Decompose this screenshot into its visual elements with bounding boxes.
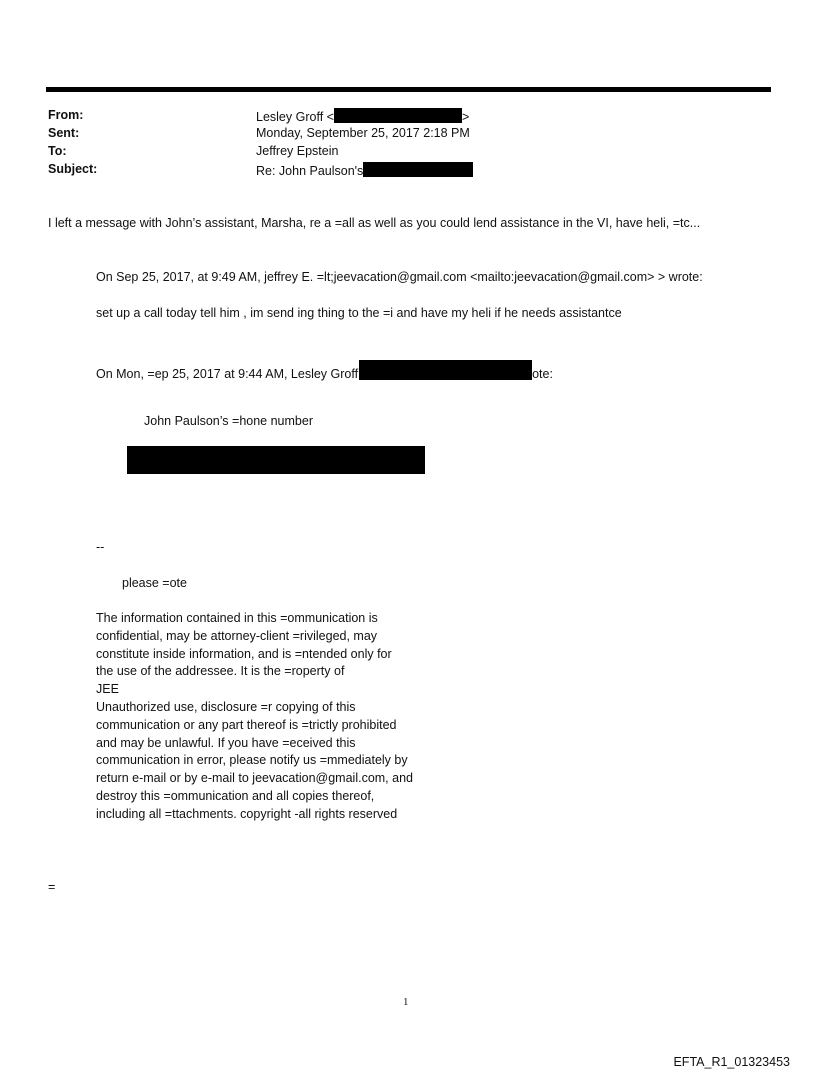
subject-value xyxy=(256,162,473,178)
disclaimer-line: return e-mail or by e-mail to jeevacation@gmail.com, and xyxy=(96,771,413,786)
please-note: please =ote xyxy=(122,576,187,590)
quote2-header xyxy=(96,360,553,381)
quote1-header: On Sep 25, 2017, at 9:49 AM, jeffrey E. =lt;jeevacation@gmail.com <mailto:jeevacation@gmail.com> > wrote: xyxy=(96,270,703,284)
disclaimer-line: communication or any part thereof is =trictly prohibited xyxy=(96,717,397,732)
header-divider xyxy=(46,87,771,92)
sent-label: Sent: xyxy=(48,126,80,140)
signature-dash: -- xyxy=(96,540,105,554)
quote2-header-end: ote: xyxy=(532,367,553,381)
redaction-box xyxy=(334,108,462,123)
disclaimer-line: communication in error, please notify us =mmediately by xyxy=(96,753,408,768)
disclaimer-line: The information contained in this =ommunication is xyxy=(96,611,378,625)
confidentiality-disclaimer xyxy=(96,610,456,824)
redaction-box xyxy=(127,446,425,474)
subject-label: Subject: xyxy=(48,162,98,176)
trailing-equals: = xyxy=(48,880,56,894)
disclaimer-line: Unauthorized use, disclosure =r copying of this xyxy=(96,699,356,714)
subject-value-text: Re: John Paulson's xyxy=(256,164,364,178)
message-body-line: I left a message with John’s assistant, Marsha, re a =all as well as you could lend assistance in the VI, have heli, =tc... xyxy=(48,216,701,230)
disclaimer-line: confidential, may be attorney-client =rivileged, may xyxy=(96,628,378,643)
disclaimer-line: the use of the addressee. It is the =roperty of xyxy=(96,664,345,679)
sent-value: Monday, September 25, 2017 2:18 PM xyxy=(256,126,470,140)
from-value-text: Lesley Groff < xyxy=(256,110,334,124)
to-label: To: xyxy=(48,144,67,158)
quote2-text: John Paulson’s =hone number xyxy=(144,414,313,428)
redaction-box xyxy=(359,360,532,380)
disclaimer-line: constitute inside information, and is =ntended only for xyxy=(96,646,392,661)
disclaimer-line: JEE xyxy=(96,682,119,697)
disclaimer-line: destroy this =ommunication and all copies thereof, xyxy=(96,788,375,803)
disclaimer-line: including all =ttachments. copyright -all rights reserved xyxy=(96,806,398,821)
disclaimer-line: and may be unlawful. If you have =eceived this xyxy=(96,735,356,750)
from-value xyxy=(256,108,469,124)
page-number: 1 xyxy=(403,996,409,1008)
redaction-box xyxy=(363,162,473,177)
from-label: From: xyxy=(48,108,84,122)
from-value-end: > xyxy=(461,110,470,124)
quote2-header-start: On Mon, =ep 25, 2017 at 9:44 AM, Lesley Groff xyxy=(96,367,359,381)
to-value: Jeffrey Epstein xyxy=(256,144,339,158)
document-id: EFTA_R1_01323453 xyxy=(673,1055,790,1069)
quote1-text: set up a call today tell him , im send ing thing to the =i and have my heli if he needs assistantce xyxy=(96,306,622,320)
